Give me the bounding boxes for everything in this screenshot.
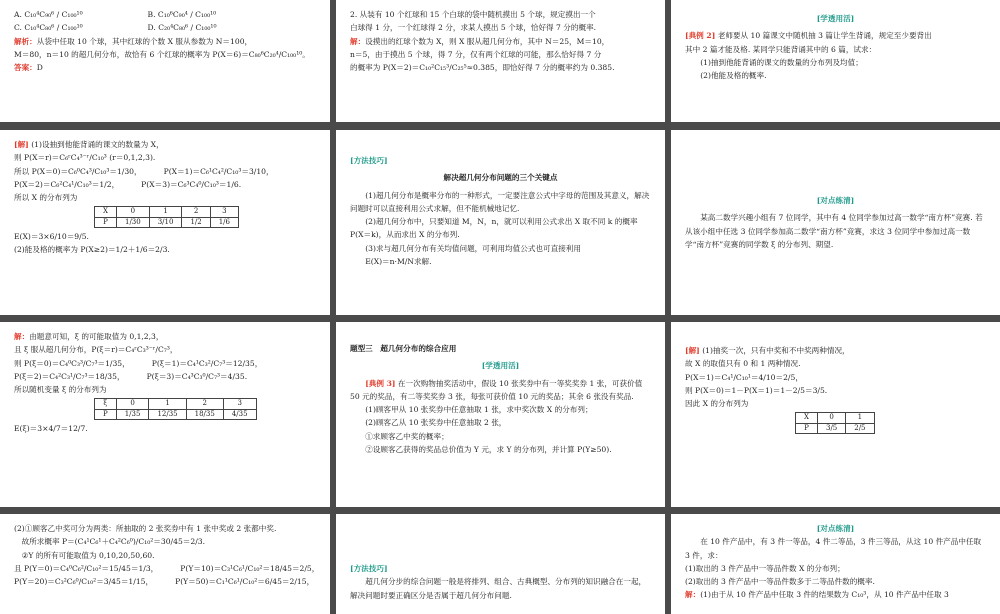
method-point-1: (1)超几何分布是概率分布的一种形式，一定要注意公式中字母的范围及其意义，解决问题时可以直接利用公式求解，但不能机械地记忆. — [350, 190, 650, 213]
distribution-table — [94, 206, 239, 227]
sol-9-line-1 — [685, 344, 986, 357]
section-tag: [对点练清] — [816, 524, 855, 533]
slide-9 — [671, 322, 1000, 507]
table-row-p — [95, 217, 239, 227]
sol-4-pass-prob: (2)能及格的概率为 P(X≥2)＝1/2＋1/6＝2/3. — [14, 244, 170, 254]
p-y10: P(Y＝10)＝C₃¹C₆¹/C₁₀²＝18/45＝2/5， — [180, 563, 320, 573]
section-tag: [学透用活] — [816, 14, 855, 23]
p-xi2: P(ξ＝2)＝C₄²C₃¹/C₇³＝18/35， — [14, 371, 125, 381]
example-text: 在一次购物抽奖活动中，假设 10 张奖券中有一等奖奖券 1 张，可获价值 50 元的奖品，有二等奖奖券 3 张，每张可获价值 10 元的奖品；其余 6 张没有奖品. — [350, 378, 643, 401]
table-row-x — [796, 413, 875, 423]
analysis-line-1 — [14, 35, 316, 48]
section-tag: [学透用活] — [481, 361, 520, 371]
practice-q1: (1)取出的 3 件产品中一等品件数 X 的分布列； — [685, 563, 845, 573]
sol-4-expectation: E(X)＝3×6/10＝9/5. — [14, 231, 89, 241]
practice-text: 某高二数学兴趣小组有 7 位同学，其中有 4 位同学参加过高一数学“南方杯”竞赛. 若从该小组中任选 3 位同学参加高二数学“南方杯”竞赛，求这 3 位同学中参加过高一数学“南方杯”竞赛的同学数 ξ 的分布列、期望. — [685, 213, 983, 249]
solution-label: 解： — [14, 332, 30, 341]
sol-9-line-3: P(X＝1)＝C₄¹/C₁₀¹＝4/10＝2/5， — [685, 372, 803, 382]
sol-text: (1)设抽到他能背诵的课文的数量为 X， — [31, 140, 164, 149]
slide-10 — [0, 514, 330, 614]
example-2-q2: (2)他能及格的概率. — [700, 71, 767, 81]
option-c-label: C. — [14, 23, 22, 33]
option-a-b — [14, 8, 316, 21]
example-2-q1: (1)抽到他能背诵的课文的数量的分布列及均值； — [700, 57, 863, 67]
p-x0: 所以 P(X＝0)＝C₆⁰C₄³/C₁₀³＝1/30， — [14, 166, 142, 176]
sol-text: 由题意可知，ξ 的可能取值为 0,1,2,3， — [29, 332, 164, 341]
sol-10-line-2: 故所求概率 P＝(C₄¹C₆¹＋C₄²C₆⁰)/C₁₀²＝30/45＝2/3. — [21, 537, 205, 547]
table-cell: 3/10 — [149, 217, 182, 227]
sol-4-line-2: 则 P(X＝r)＝C₆ʳC₄³⁻ʳ/C₁₀³ (r＝0,1,2,3). — [14, 153, 156, 163]
example-3-q1: (1)顾客甲从 10 张奖券中任意抽取 1 张，求中奖次数 X 的分布列； — [365, 405, 593, 415]
method-title: 解决超几何分布问题的三个关键点 — [443, 173, 558, 183]
sol-7-line-1 — [14, 330, 316, 343]
table-cell: 1 — [149, 207, 182, 217]
table-cell: X — [796, 413, 818, 423]
solution-2-line-2: n＝5，由于摸出 5 个球，得 7 分，仅有两个红球的可能，那么恰好得 7 分 — [350, 49, 602, 59]
slide-6 — [671, 130, 1000, 315]
solution-label: [解] — [14, 140, 29, 149]
example-text: 老师要从 10 篇课文中随机抽 3 篇让学生背诵，规定至少要背出 — [717, 31, 932, 41]
p-y20: P(Y＝20)＝C₃²C₆⁰/C₁₀²＝3/45＝1/15， — [14, 577, 154, 587]
sol-9-line-2: 故 X 的取值只有 0 和 1 两种情况. — [685, 359, 801, 369]
table-cell: 4/35 — [223, 409, 256, 419]
table-cell: 2 — [186, 399, 223, 409]
table-cell: 1/6 — [210, 217, 238, 227]
example-label: [典例 3] — [365, 378, 396, 388]
distribution-table — [795, 412, 875, 433]
example-2-line-2: 其中 2 篇才能及格. 某同学只能背诵其中的 6 篇，试求： — [685, 44, 877, 54]
p-x1: P(X＝1)＝C₆¹C₄²/C₁₀³＝3/10， — [163, 166, 274, 176]
table-cell: P — [796, 423, 818, 433]
sol-4-line-4 — [14, 178, 316, 191]
table-cell: 1/35 — [116, 409, 149, 419]
table-cell: P — [95, 217, 117, 227]
solution-label: 解： — [350, 36, 366, 46]
table-cell: 12/35 — [149, 409, 186, 419]
analysis-line-2: M＝80，n＝10 的超几何分布，故恰有 6 个红球的概率为 P(X＝6)＝C₈₀⁶C₂₀⁴/C₁₀₀¹⁰。 — [14, 49, 310, 59]
sol-9-line-5: 因此 X 的分布列为 — [685, 399, 749, 409]
sol-4-line-5: 所以 X 的分布列为 — [14, 193, 78, 203]
sol-10-line-5 — [14, 575, 316, 588]
p-xi1: P(ξ＝1)＝C₄¹C₃²/C₇³＝12/35， — [151, 358, 263, 368]
answer-label: 答案： — [14, 63, 37, 73]
option-c-d — [14, 21, 316, 34]
solution-2-line-1 — [350, 35, 651, 48]
method-point-2: (2)超几何分布中，只要知道 M，N，n，就可以利用公式求出 X 取不同 k 的概率 P(X＝k)，从而求出 X 的分布列. — [350, 217, 638, 240]
table-cell: 18/35 — [186, 409, 223, 419]
method-point-3: (3)求与超几何分布有关均值问题，可利用均值公式也可直接利用 — [365, 243, 581, 253]
table-cell: 1/30 — [116, 217, 149, 227]
option-d-expr: C₂₀⁴C₈₀⁶ / C₁₀₀¹⁰ — [158, 23, 217, 33]
sol-4-line-3 — [14, 165, 316, 178]
slide-1 — [0, 0, 330, 122]
p-y0: 且 P(Y＝0)＝C₄⁰C₆²/C₁₀²＝15/45＝1/3， — [14, 563, 159, 573]
table-cell: 3 — [223, 399, 256, 409]
sol-7-line-3 — [14, 357, 316, 370]
table-cell: 2/5 — [846, 423, 874, 433]
table-cell: 1/2 — [182, 217, 210, 227]
table-cell: 0 — [817, 413, 845, 423]
example-3-q2: (2)顾客乙从 10 张奖券中任意抽取 2 张， — [365, 418, 507, 428]
question-2-line-1: 2. 从装有 10 个红球和 15 个白球的袋中随机摸出 5 个球，规定摸出一个 — [350, 10, 596, 19]
sol-text: (1)由于从 10 件产品中任取 3 件的结果数为 C₁₀³，从 10 件产品中任取 3 — [700, 590, 949, 600]
example-2-line-1 — [685, 29, 986, 42]
example-label: [典例 2] — [685, 31, 716, 41]
answer-value: D — [36, 63, 43, 73]
sol-10-line-3: ②Y 的所有可能取值为 0,10,20,50,60. — [21, 550, 155, 560]
section-tag: [方法技巧] — [350, 156, 388, 165]
option-b-label: B. — [147, 10, 156, 19]
p-x3: P(X＝3)＝C₆³C₄⁰/C₁₀³＝1/6. — [141, 179, 242, 189]
table-cell: ξ — [95, 399, 117, 409]
sol-10-line-1: (2)①顾客乙中奖可分为两类：所抽取的 2 张奖券中有 1 张中奖或 2 张都中奖. — [14, 524, 277, 533]
analysis-label: 解析： — [14, 36, 37, 46]
slide-2 — [336, 0, 665, 122]
option-d-label: D. — [147, 23, 156, 33]
option-b-expr: C₁₀⁶C₉₀⁴ / C₁₀₀¹⁰ — [157, 10, 217, 19]
slide-4 — [0, 130, 330, 315]
table-row-p — [95, 409, 257, 419]
section-title: 题型三 超几何分布的综合应用 — [350, 344, 457, 353]
practice-text: 在 10 件产品中，有 3 件一等品，4 件二等品，3 件三等品，从这 10 件产品中任取 3 件，求： — [685, 537, 982, 560]
table-cell: P — [95, 409, 117, 419]
sol-9-line-4: 则 P(X＝0)＝1－P(X＝1)＝1－2/5＝3/5. — [685, 385, 828, 395]
sol-7-line-4 — [14, 370, 316, 383]
solution-2-line-3: 的概率为 P(X＝2)＝C₁₀²C₁₅³/C₂₅⁵≈0.385，即恰好得 7 分的概率约为 0.385. — [350, 63, 615, 73]
solution-text: 设摸出的红球个数为 X，则 X 服从超几何分布，其中 N＝25，M＝10， — [365, 36, 610, 46]
distribution-table — [94, 398, 257, 419]
table-cell: X — [95, 207, 117, 217]
sol-7-expectation: E(ξ)＝3×4/7＝12/7. — [14, 423, 88, 433]
p-y50: P(Y＝50)＝C₁¹C₆¹/C₁₀²＝6/45＝2/15， — [175, 577, 315, 587]
example-3-q4: ②设顾客乙获得的奖品总价值为 Y 元，求 Y 的分布列，并计算 P(Y≥50). — [365, 444, 612, 454]
solution-label: 解： — [685, 590, 701, 600]
sol-10-line-4 — [14, 562, 320, 575]
p-xi0: 则 P(ξ＝0)＝C₄⁰C₃³/C₇³＝1/35， — [14, 358, 130, 368]
slide-8 — [336, 322, 665, 507]
section-tag: [对点练清] — [816, 196, 855, 205]
option-c-expr: C₁₀⁴C₈₀⁶ / C₁₀₀¹⁰ — [24, 23, 83, 33]
section-tag: [方法技巧] — [350, 564, 388, 573]
table-cell: 2 — [182, 207, 210, 217]
sol-7-line-2: 且 ξ 服从超几何分布，P(ξ＝r)＝C₄ʳC₃³⁻ʳ/C₇³， — [14, 345, 178, 355]
example-3-text — [350, 377, 651, 404]
table-row-x — [95, 207, 239, 217]
answer-line — [14, 61, 316, 74]
slide-3 — [671, 0, 1000, 122]
example-3-q3: ①求顾客乙中奖的概率； — [365, 431, 449, 441]
table-cell: 1 — [846, 413, 874, 423]
option-a-label: A. — [14, 10, 22, 19]
question-2-line-2: 白球得 1 分，一个红球得 2 分，求某人摸出 5 个球，恰好得 7 分的概率. — [350, 23, 597, 33]
sol-7-line-5: 所以随机变量 ξ 的分布列为 — [14, 385, 107, 395]
option-a-expr: C₁₀⁴C₉₀⁶ / C₁₀₀¹⁰ — [24, 10, 83, 19]
practice-q2: (2)取出的 3 件产品中一等品件数多于二等品件数的概率. — [685, 577, 875, 587]
slide-11 — [336, 514, 665, 614]
table-cell: 1 — [149, 399, 186, 409]
method-point-4: E(X)＝n·M/N求解. — [365, 256, 432, 266]
sol-4-line-1 — [14, 138, 316, 151]
table-row-xi — [95, 399, 257, 409]
table-row-p — [796, 423, 875, 433]
p-x2: P(X＝2)＝C₆²C₄¹/C₁₀³＝1/2， — [14, 179, 120, 189]
table-cell: 0 — [116, 207, 149, 217]
analysis-text: 从袋中任取 10 个球，其中红球的个数 X 服从参数为 N＝100， — [36, 36, 253, 46]
slide-7 — [0, 322, 330, 507]
slide-12 — [671, 514, 1000, 614]
table-cell: 0 — [116, 399, 149, 409]
solution-label: [解] — [685, 346, 700, 355]
slide-5 — [336, 130, 665, 315]
method-text: 超几何分步的综合问题一般是将排列、组合、古典概型、分布列的知识融合在一起，解决问题时要正确区分是否属于超几何分布问题. — [350, 577, 647, 600]
table-cell: 3/5 — [817, 423, 845, 433]
sol-text: (1)抽奖一次，只有中奖和不中奖两种情况， — [702, 346, 850, 355]
table-cell: 3 — [210, 207, 238, 217]
p-xi3: P(ξ＝3)＝C₄³C₃⁰/C₇³＝4/35. — [146, 371, 248, 381]
